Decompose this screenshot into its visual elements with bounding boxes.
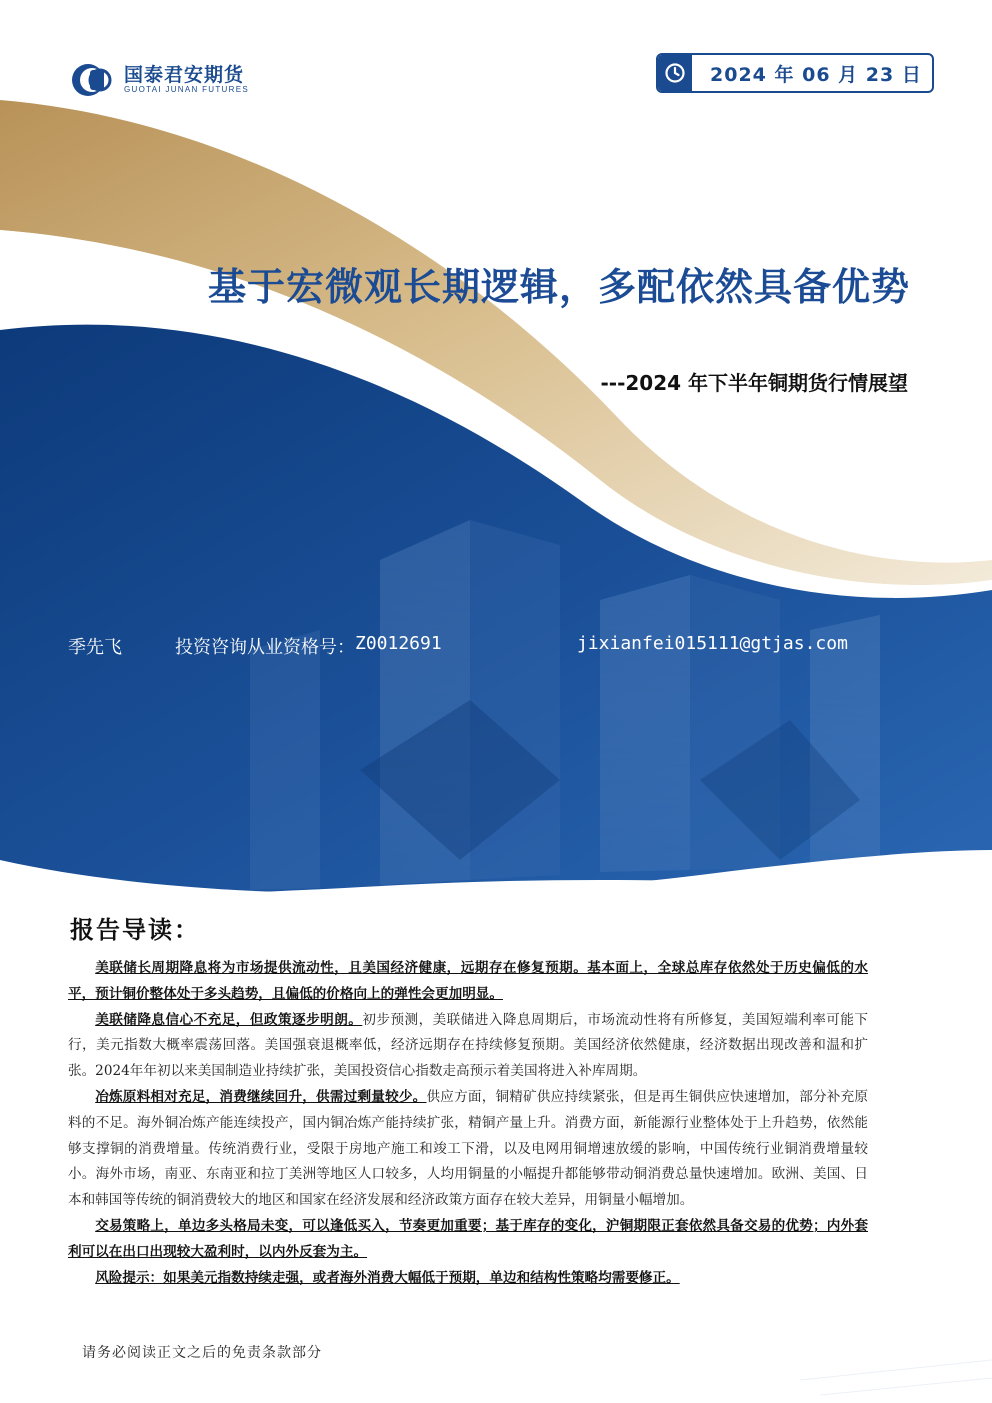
author-line xyxy=(68,633,948,659)
author-email[interactable]: jixianfei015111@gtjas.com xyxy=(577,633,848,654)
guide-paragraph-highlight: 冶炼原料相对充足，消费继续回升，供需过剩量较少。 xyxy=(95,1088,427,1105)
guide-paragraph-highlight: 美联储降息信心不充足，但政策逐步明朗。 xyxy=(95,1011,363,1028)
brand-name-cn: 国泰君安期货 xyxy=(124,64,245,86)
guide-paragraph-highlight: 交易策略上，单边多头格局未变，可以逢低买入，节奏更加重要；基于库存的变化，沪铜期限正套依然具备交易的优势；内外套利可以在出口出现较大盈利时，以内外反套为主。 xyxy=(68,1217,868,1260)
disclaimer-note: 请务必阅读正文之后的免责条款部分 xyxy=(82,1345,322,1361)
report-date: 2024 年 06 月 23 日 xyxy=(710,63,922,86)
report-subtitle: ---2024 年下半年铜期货行情展望 xyxy=(600,371,908,395)
guide-paragraph-highlight: 美联储长周期降息将为市场提供流动性，且美国经济健康，远期存在修复预期。基本面上，全球总库存依然处于历史偏低的水平，预计铜价整体处于多头趋势，且偏低的价格向上的弹性会更加明显。 xyxy=(68,960,868,1002)
guide-heading: 报告导读： xyxy=(70,915,200,944)
author-name: 季先飞 xyxy=(68,637,122,658)
guide-paragraph xyxy=(68,1085,868,1214)
guide-paragraph xyxy=(68,1214,868,1266)
brand-logo xyxy=(70,62,249,98)
guide-paragraph xyxy=(68,1266,868,1292)
brand-name-en: GUOTAI JUNAN FUTURES xyxy=(124,85,249,94)
guide-paragraph-text: 供应方面，铜精矿供应持续紧张，但是再生铜供应快速增加，部分补充原料的不足。海外铜冶炼产能连续投产，国内铜冶炼产能持续扩张，精铜产量上升。消费方面，新能源行业整体处于上升趋势，依然能够支撑铜的消费增量。传统消费行业，受限于房地产施工和竣工下滑，以及电网用铜增速放缓的影响，中国传统行业铜消费增量较小。海外市场，南亚、东南亚和拉丁美洲等地区人口较多，人均用铜量的小幅提升都能够带动铜消费总量快速增加。欧洲、美国、日本和韩国等传统的铜消费较大的地区和国家在经济发展和经济政策方面存在较大差异，用铜量小幅增加。 xyxy=(68,1088,868,1209)
report-date-box xyxy=(656,53,934,93)
guide-paragraph-highlight: 风险提示：如果美元指数持续走强，或者海外消费大幅低于预期，单边和结构性策略均需要修正。 xyxy=(95,1269,680,1286)
logo-mark-icon xyxy=(70,62,116,98)
clock-icon xyxy=(658,55,692,91)
guide-paragraph xyxy=(68,956,868,1008)
report-title: 基于宏微观长期逻辑，多配依然具备优势 xyxy=(207,265,910,309)
guide-paragraph xyxy=(68,1008,868,1085)
author-cert-number: Z0012691 xyxy=(355,633,442,654)
guide-summary xyxy=(68,956,868,1291)
author-cert-label: 投资咨询从业资格号： xyxy=(175,637,355,658)
guide-paragraph-text: 初步预测，美联储进入降息周期后，市场流动性将有所修复，美国短端利率可能下行，美元指数大概率震荡回落。美国强衰退概率低，经济远期存在持续修复预期。美国经济依然健康，经济数据出现改善和温和扩张。2024年年初以来美国制造业持续扩张，美国投资信心指数走高预示着美国将进入补库周期。 xyxy=(68,1011,869,1080)
